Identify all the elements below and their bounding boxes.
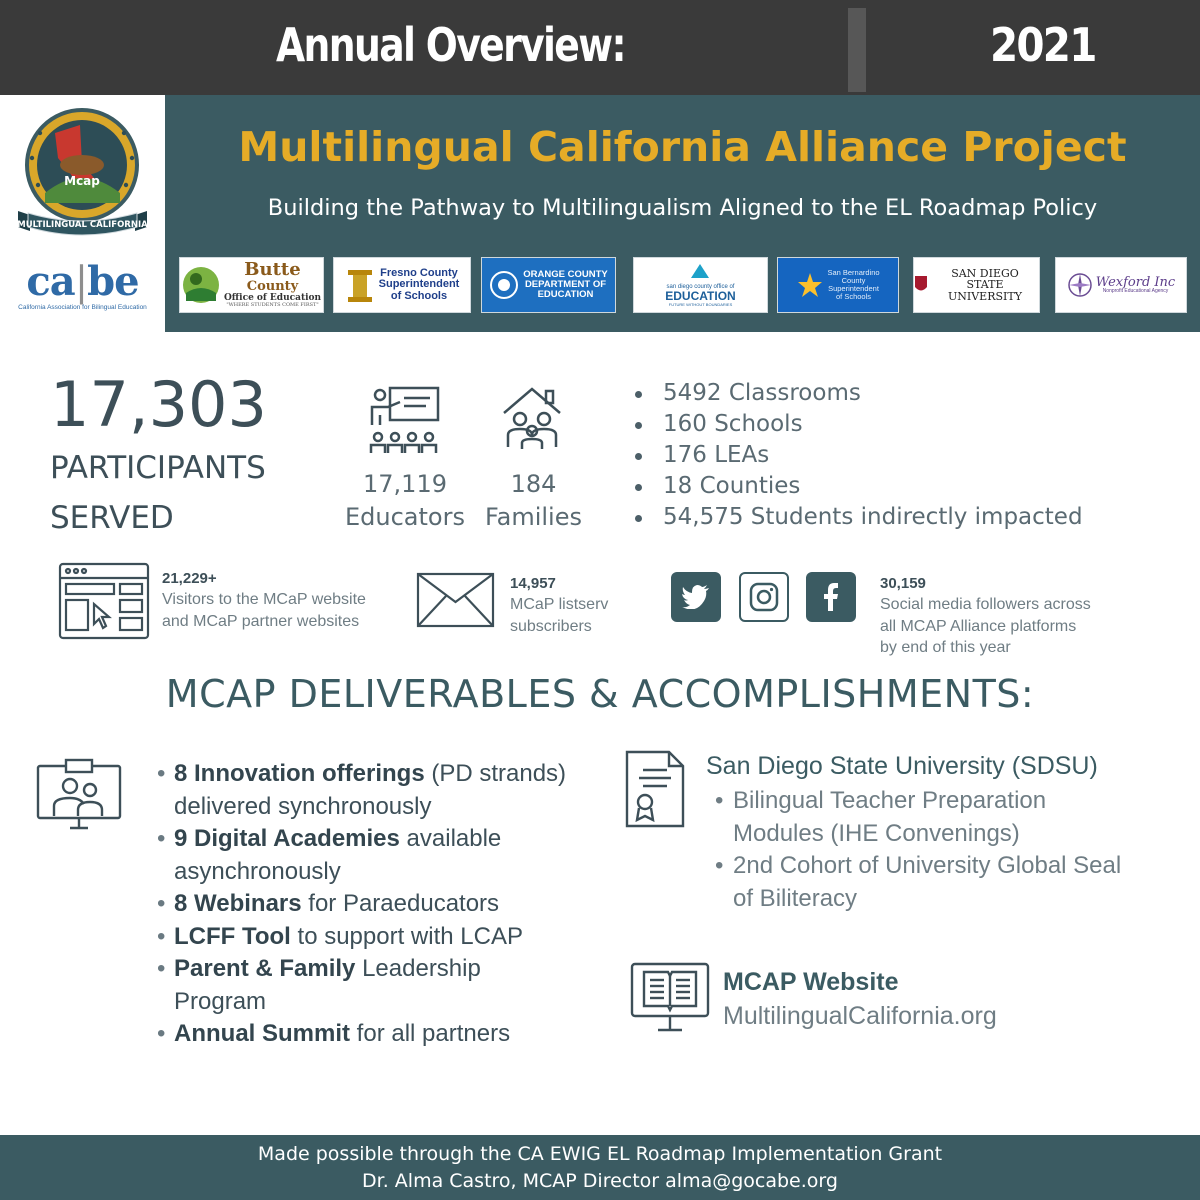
participants-total: 17,303: [50, 368, 267, 441]
families-count: 184: [510, 470, 557, 498]
cabe-logo: [10, 260, 155, 320]
social-desc-line-3: by end of this year: [880, 639, 1011, 656]
deliverable-bold: Parent & Family: [174, 955, 356, 982]
orange-line-1: ORANGE COUNTY: [523, 269, 608, 281]
social-followers-desc: [880, 594, 1091, 659]
list-item: 5492 Classrooms: [635, 378, 1083, 409]
facebook-button[interactable]: [806, 572, 856, 622]
seal-icon: [489, 270, 519, 300]
list-item: 18 Counties: [635, 471, 1083, 502]
partner-logo-wexford: [1055, 257, 1187, 313]
educators-stat: [340, 468, 470, 534]
year-label: 2021: [990, 18, 1096, 72]
butte-line-1: Butte: [244, 259, 301, 281]
compass-icon: [1067, 272, 1093, 298]
list-item: 160 Schools: [635, 409, 1083, 440]
sdsu-logo-line-2: UNIVERSITY: [948, 289, 1022, 303]
butte-line-2: County: [246, 279, 299, 295]
list-item: • Bilingual Teacher Preparation Modules (IHE Convenings): [715, 785, 1135, 850]
list-item: [157, 921, 577, 954]
cabe-wordmark-right: be: [87, 258, 139, 305]
website-link[interactable]: MultilingualCalifornia.org: [723, 1002, 997, 1030]
sdsu-logo-line-1: SAN DIEGO STATE: [951, 266, 1019, 292]
social-desc-line-2: all MCAP Alliance platforms: [880, 617, 1077, 635]
fresno-line-3: of Schools: [390, 289, 448, 302]
partner-logo-sdcoe: [633, 257, 768, 313]
instagram-button[interactable]: [739, 572, 789, 622]
educators-count: 17,119: [363, 470, 447, 498]
cabe-wordmark-left: ca: [26, 258, 75, 305]
list-item: 54,575 Students indirectly impacted: [635, 502, 1083, 533]
website-title: MCAP Website: [723, 968, 899, 996]
sdcoe-line-1: san diego county office of: [666, 283, 735, 290]
partner-logo-sbcss: [777, 257, 899, 313]
pillar-icon: [345, 264, 375, 306]
footer-line-2: Dr. Alma Castro, MCAP Director alma@gocabe.org: [362, 1170, 838, 1192]
educators-icon: [366, 385, 442, 455]
participants-label-line-1: PARTICIPANTS: [50, 450, 266, 486]
website-visitors-desc: [162, 589, 366, 632]
listserv-desc-line-2: subscribers: [510, 617, 592, 635]
project-subtitle: Building the Pathway to Multilingualism Aligned to the EL Roadmap Policy: [267, 195, 1098, 221]
listserv-desc: [510, 594, 608, 637]
wexford-line-2: Nonprofit Educational Agency: [1102, 288, 1169, 295]
project-title: Multilingual California Alliance Project: [238, 123, 1127, 171]
website-desc-line-2: and MCaP partner websites: [162, 612, 360, 630]
sdsu-list: [715, 785, 1135, 915]
butte-line-4: "WHERE STUDENTS COME FIRST": [226, 302, 319, 309]
sdcoe-line-3: FUTURE WITHOUT BOUNDARIES: [668, 301, 733, 307]
list-item: [157, 953, 577, 1018]
families-label: Families: [485, 503, 582, 531]
deliverable-bold: 9 Digital Academies: [174, 825, 400, 852]
social-followers-count: 30,159: [880, 575, 926, 592]
footer: [0, 1135, 1200, 1200]
deliverables-heading: MCAP DELIVERABLES & ACCOMPLISHMENTS:: [165, 672, 1035, 716]
cabe-wordmark: ca|be: [26, 258, 139, 305]
families-house-icon: [500, 385, 564, 451]
sbcss-line-2: County: [841, 276, 866, 286]
partner-logo-fresno: [333, 257, 471, 313]
families-stat: [476, 468, 591, 534]
social-desc-line-1: Social media followers across: [880, 596, 1091, 613]
deliverable-bold: Annual Summit: [174, 1020, 351, 1047]
deliverable-text: available asynchronously: [174, 825, 502, 885]
header-bar: [0, 0, 1200, 95]
twitter-button[interactable]: [671, 572, 721, 622]
deliverable-text: for Paraeducators: [301, 890, 500, 917]
online-book-icon: [630, 962, 710, 1032]
page-title: Annual Overview:: [276, 18, 625, 72]
envelope-icon: [416, 572, 495, 628]
sdcoe-line-2: EDUCATION: [665, 289, 736, 304]
participants-label: [50, 443, 330, 543]
website-visitors-count: 21,229+: [162, 570, 217, 587]
list-item: [157, 823, 577, 888]
listserv-count: 14,957: [510, 575, 556, 592]
mcap-banner-text: MULTILINGUAL CALIFORNIA: [17, 220, 148, 230]
website-browser-icon: [58, 562, 150, 640]
list-item: [157, 888, 577, 921]
mcap-logo: [10, 103, 155, 243]
sdsu-title: San Diego State University (SDSU): [706, 752, 1098, 780]
sbcss-line-3: Superintendent: [828, 284, 879, 293]
deliverable-text: (PD strands) delivered synchronously: [174, 760, 567, 820]
list-item: 176 LEAs: [635, 440, 1083, 471]
twitter-icon: [682, 585, 710, 609]
certificate-icon: [625, 750, 685, 828]
facebook-icon: [823, 583, 839, 611]
tree-icon: [182, 265, 220, 305]
list-item: • 2nd Cohort of University Global Seal of Biliteracy: [715, 850, 1135, 915]
sbcss-line-1: San Bernardino: [827, 268, 880, 278]
deliverable-bold: 8 Webinars: [174, 890, 302, 917]
educators-label: Educators: [345, 503, 465, 531]
orange-line-3: EDUCATION: [537, 288, 594, 300]
orange-line-2: DEPARTMENT OF: [524, 279, 607, 291]
partner-logo-sdsu: [913, 257, 1040, 313]
deliverables-list: [157, 758, 577, 1051]
cabe-subtitle: California Association for Bilingual Education: [18, 304, 147, 311]
deliverable-text: Leadership Program: [174, 955, 481, 1015]
fresno-line-2: Superintendent: [378, 278, 460, 291]
deliverable-text: for all partners: [350, 1020, 511, 1047]
website-desc-line-1: Visitors to the MCaP website: [162, 591, 366, 608]
fresno-line-1: Fresno County: [380, 266, 458, 279]
deliverable-text: to support with LCAP: [290, 922, 523, 950]
partner-logo-orange: [481, 257, 616, 313]
listserv-desc-line-1: MCaP listserv: [510, 596, 609, 613]
video-meeting-icon: [36, 758, 122, 830]
list-item: [157, 1018, 577, 1051]
partner-logo-butte: [179, 257, 324, 313]
logo-column: [0, 95, 165, 332]
project-banner: [165, 95, 1200, 332]
counts-list: [635, 378, 1083, 533]
star-icon: [796, 271, 824, 299]
deliverable-bold: LCFF Tool: [174, 922, 291, 950]
butte-line-3: Office of Education: [223, 292, 322, 303]
list-item: [157, 758, 577, 823]
instagram-icon: [749, 582, 779, 612]
footer-line-1: Made possible through the CA EWIG EL Roadmap Implementation Grant: [257, 1143, 943, 1165]
participants-label-line-2: SERVED: [50, 500, 174, 536]
header-divider: [848, 8, 866, 92]
wexford-line-1: Wexford Inc: [1095, 274, 1176, 290]
sbcss-line-4: of Schools: [835, 291, 872, 301]
deliverable-bold: 8 Innovation offerings: [174, 760, 425, 787]
triangle-icon: [690, 263, 710, 279]
sdsu-shield-icon: [914, 275, 928, 295]
mcap-mark: Mcap: [64, 174, 100, 188]
